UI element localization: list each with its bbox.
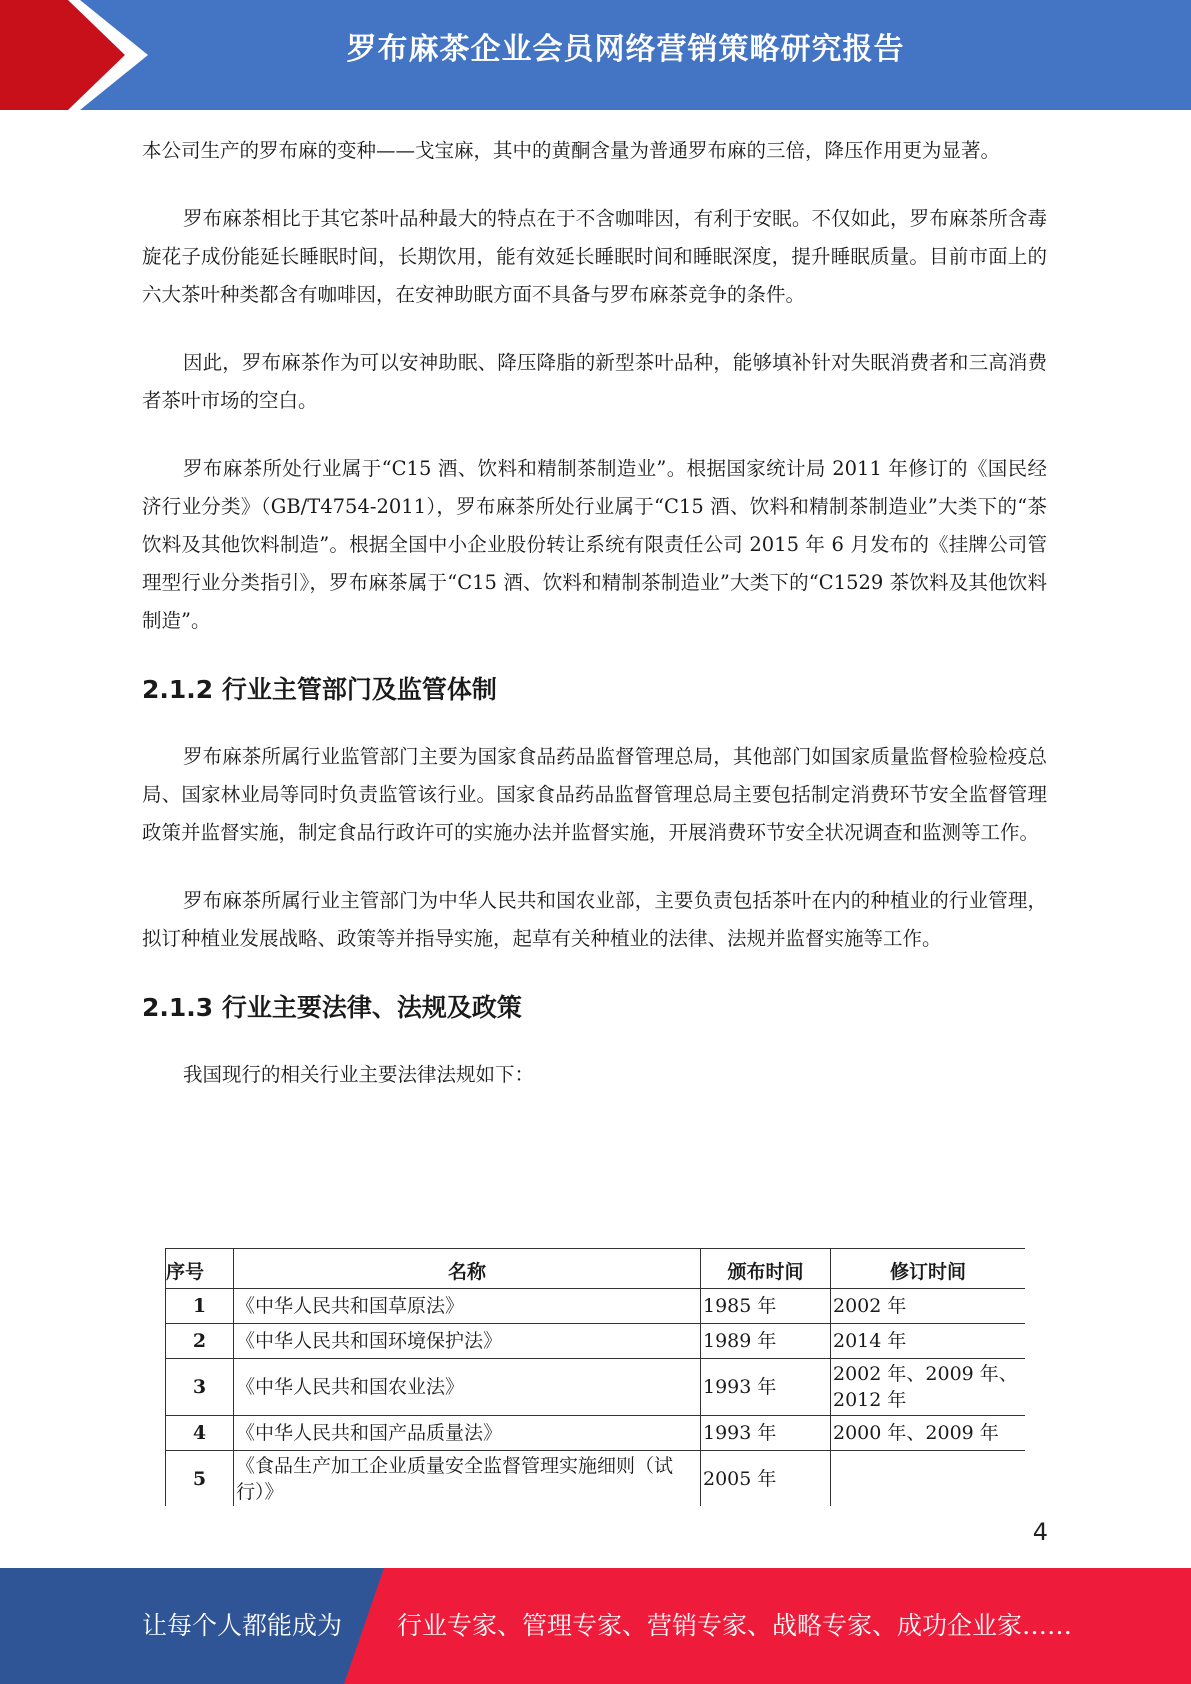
document-body bbox=[142, 132, 1047, 1094]
table-row bbox=[166, 1416, 1026, 1451]
cell-no: 2 bbox=[166, 1324, 234, 1359]
page-header bbox=[0, 0, 1191, 110]
cell-no: 3 bbox=[166, 1359, 234, 1416]
paragraph: 因此，罗布麻茶作为可以安神助眠、降压降脂的新型茶叶品种，能够填补针对失眠消费者和三高消费者茶叶市场的空白。 bbox=[142, 351, 1047, 412]
paragraph: 罗布麻茶所属行业主管部门为中华人民共和国农业部，主要负责包括茶叶在内的种植业的行业管理，拟订种植业发展战略、政策等并指导实施，起草有关种植业的法律、法规并监督实施等工作。 bbox=[142, 889, 1047, 950]
cell-no: 1 bbox=[166, 1289, 234, 1324]
paragraph: 本公司生产的罗布麻的变种——戈宝麻，其中的黄酮含量为普通罗布麻的三倍，降压作用更为显著。 bbox=[142, 139, 1001, 162]
cell-name: 《中华人民共和国草原法》 bbox=[234, 1289, 701, 1324]
column-header-revised: 修订时间 bbox=[831, 1249, 1026, 1289]
report-title: 罗布麻茶企业会员网络营销策略研究报告 bbox=[346, 32, 905, 67]
column-header-no: 序号 bbox=[166, 1249, 234, 1289]
cell-issued: 1993 年 bbox=[701, 1359, 831, 1416]
cell-name: 《中华人民共和国产品质量法》 bbox=[234, 1416, 701, 1451]
cell-revised: 2002 年、2009 年、2012 年 bbox=[831, 1359, 1026, 1416]
cell-name: 《食品生产加工企业质量安全监督管理实施细则（试行）》 bbox=[234, 1451, 701, 1507]
cell-revised: 2000 年、2009 年 bbox=[831, 1416, 1026, 1451]
table-row bbox=[166, 1359, 1026, 1416]
table-header-row bbox=[166, 1249, 1026, 1289]
cell-name: 《中华人民共和国农业法》 bbox=[234, 1359, 701, 1416]
header-arrow-decoration bbox=[0, 0, 160, 110]
cell-issued: 1993 年 bbox=[701, 1416, 831, 1451]
cell-name: 《中华人民共和国环境保护法》 bbox=[234, 1324, 701, 1359]
table-row bbox=[166, 1451, 1026, 1507]
cell-revised: 2014 年 bbox=[831, 1324, 1026, 1359]
paragraph: 罗布麻茶所属行业监管部门主要为国家食品药品监督管理总局，其他部门如国家质量监督检验检疫总局、国家林业局等同时负责监管该行业。国家食品药品监督管理总局主要包括制定消费环节安全监督管理政策并监督实施，制定食品行政许可的实施办法并监督实施，开展消费环节安全状况调查和监测等工作。 bbox=[142, 745, 1047, 844]
page-footer bbox=[0, 1568, 1191, 1684]
page-number: 4 bbox=[1032, 1518, 1048, 1546]
paragraph: 罗布麻茶相比于其它茶叶品种最大的特点在于不含咖啡因，有利于安眠。不仅如此，罗布麻茶所含毒旋花子成份能延长睡眠时间，长期饮用，能有效延长睡眠时间和睡眠深度，提升睡眠质量。目前市面上的六大茶叶种类都含有咖啡因，在安神助眠方面不具备与罗布麻茶竞争的条件。 bbox=[142, 207, 1047, 306]
paragraph: 罗布麻茶所处行业属于“C15 酒、饮料和精制茶制造业”。根据国家统计局 2011 年修订的《国民经济行业分类》（GB/T4754-2011），罗布麻茶所处行业属于“C15 酒、饮料和精制茶制造业”大类下的“茶饮料及其他饮料制造”。根据全国中小企业股份转让系统有限责任公司 2015 年 6 月发布的《挂牌公司管理型行业分类指引》，罗布麻茶属于“C15 酒、饮料和精制茶制造业”大类下的“C1529 茶饮料及其他饮料制造”。 bbox=[142, 457, 1047, 632]
cell-revised: 2002 年 bbox=[831, 1289, 1026, 1324]
regulations-table-container bbox=[165, 1248, 1025, 1506]
column-header-issued: 颁布时间 bbox=[701, 1249, 831, 1289]
table-intro: 我国现行的相关行业主要法律法规如下： bbox=[183, 1063, 535, 1086]
cell-no: 5 bbox=[166, 1451, 234, 1507]
cell-issued: 1989 年 bbox=[701, 1324, 831, 1359]
section-heading-2-1-2: 2.1.2 行业主管部门及监管体制 bbox=[142, 675, 497, 704]
cell-revised bbox=[831, 1451, 1026, 1507]
column-header-name: 名称 bbox=[234, 1249, 701, 1289]
cell-no: 4 bbox=[166, 1416, 234, 1451]
footer-slogan-right: 行业专家、管理专家、营销专家、战略专家、成功企业家…… bbox=[397, 1611, 1073, 1640]
table-row bbox=[166, 1289, 1026, 1324]
footer-slogan-left: 让每个人都能成为 bbox=[142, 1611, 343, 1640]
section-heading-2-1-3: 2.1.3 行业主要法律、法规及政策 bbox=[142, 993, 522, 1022]
regulations-table bbox=[165, 1248, 1025, 1506]
cell-issued: 1985 年 bbox=[701, 1289, 831, 1324]
cell-issued: 2005 年 bbox=[701, 1451, 831, 1507]
table-row bbox=[166, 1324, 1026, 1359]
